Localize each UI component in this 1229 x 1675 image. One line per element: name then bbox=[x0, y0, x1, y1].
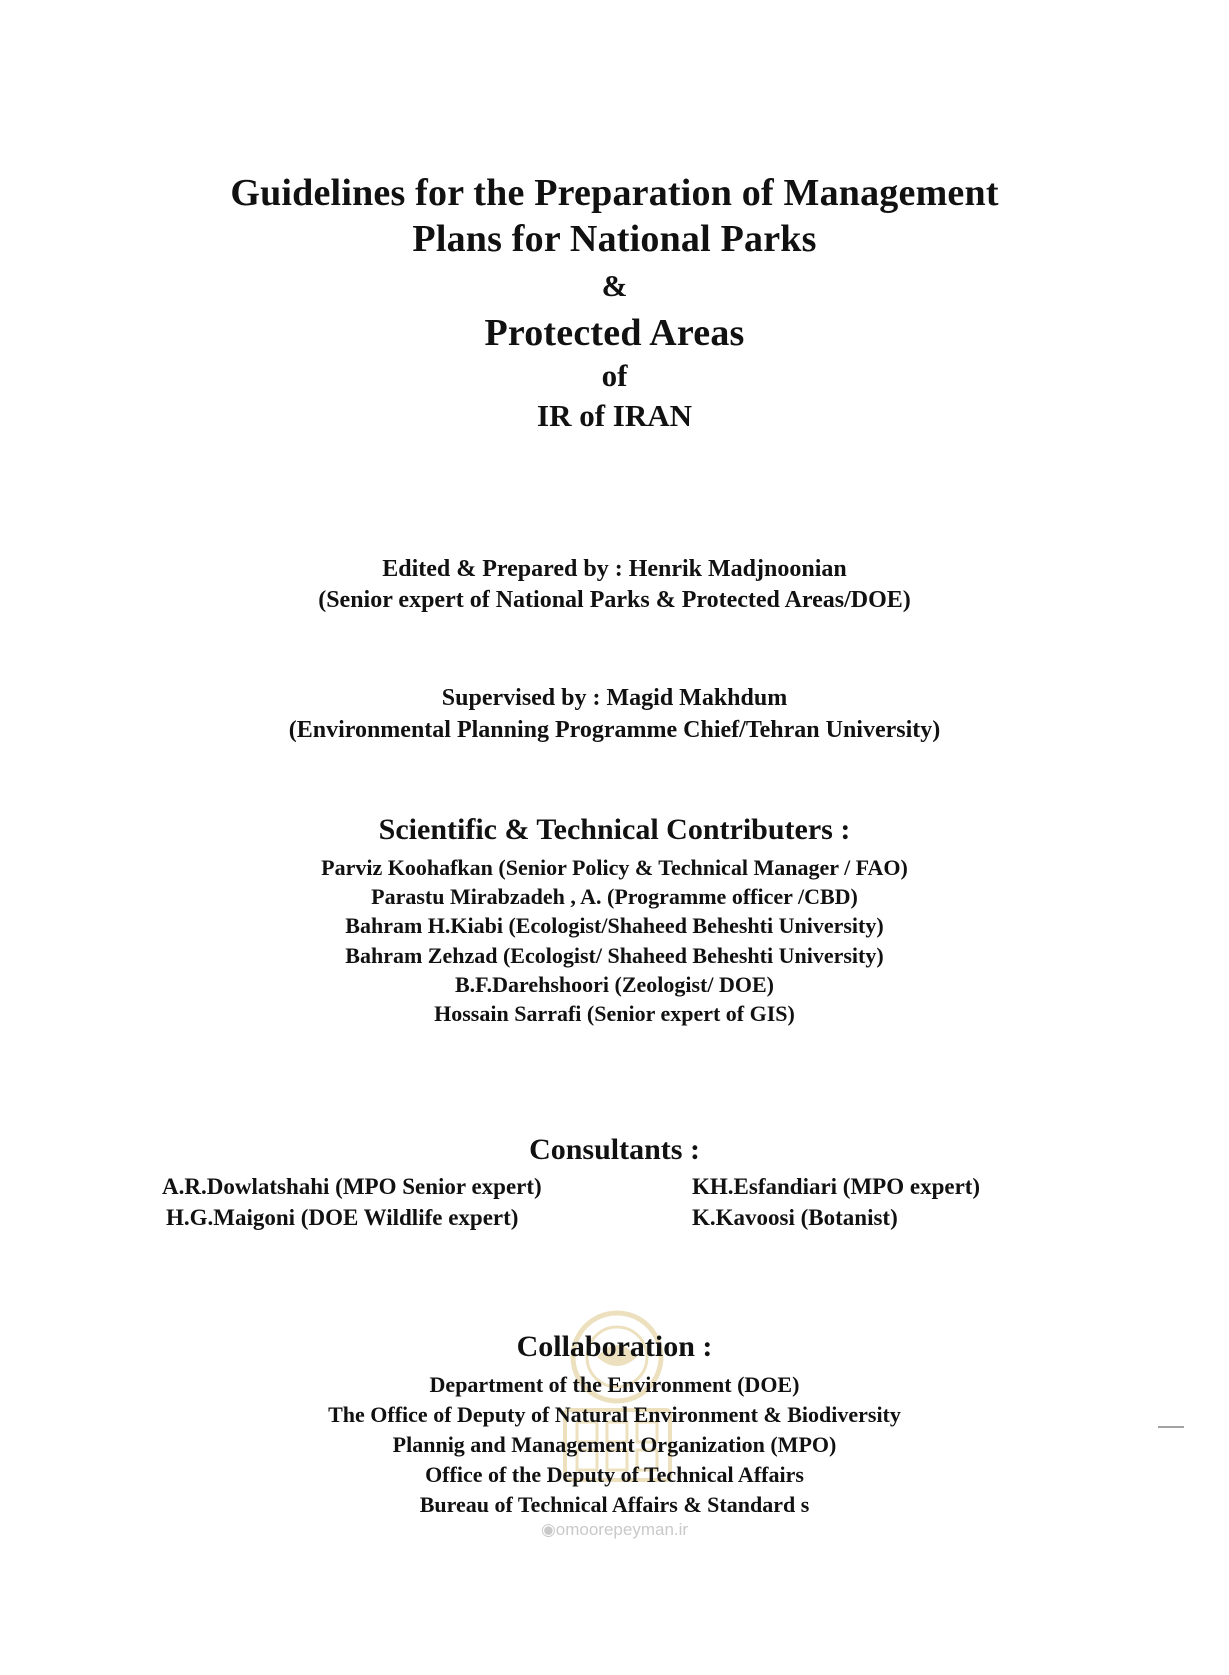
title-line-1: Guidelines for the Preparation of Management bbox=[230, 172, 999, 214]
collaboration-item: Bureau of Technical Affairs & Standard s bbox=[419, 1492, 810, 1517]
title-line-3: & bbox=[601, 268, 628, 303]
contributor-item: Parviz Koohafkan (Senior Policy & Technical Manager / FAO) bbox=[321, 855, 908, 880]
collaboration-item: The Office of Deputy of Natural Environment & Biodiversity bbox=[328, 1402, 901, 1427]
watermark-globe-icon: ◉ bbox=[540, 1520, 556, 1539]
collaboration-item: Plannig and Management Organization (MPO) bbox=[392, 1432, 837, 1457]
watermark-text bbox=[0, 1520, 1229, 1540]
contributor-item: Bahram H.Kiabi (Ecologist/Shaheed Beheshti University) bbox=[345, 913, 884, 938]
contributor-item: B.F.Darehshoori (Zeologist/ DOE) bbox=[454, 972, 774, 997]
consultant-right-2: K.Kavoosi (Botanist) bbox=[692, 1205, 898, 1230]
collaboration-item: Office of the Deputy of Technical Affairs bbox=[425, 1462, 804, 1487]
contributors-heading: Scientific & Technical Contributers : bbox=[378, 813, 851, 846]
contributor-item: Bahram Zehzad (Ecologist/ Shaheed Beheshti University) bbox=[345, 943, 884, 968]
editor-line: Edited & Prepared by : Henrik Madjnoonian bbox=[382, 556, 847, 582]
supervisor-line: Supervised by : Magid Makhdum bbox=[441, 685, 788, 711]
consultant-right-1: KH.Esfandiari (MPO expert) bbox=[692, 1174, 981, 1199]
contributor-item: Parastu Mirabzadeh , A. (Programme officer /CBD) bbox=[371, 884, 858, 909]
watermark-label: omoorepeyman.ir bbox=[555, 1520, 689, 1539]
consultants-heading: Consultants : bbox=[529, 1133, 700, 1166]
title-line-2: Plans for National Parks bbox=[412, 218, 817, 260]
consultant-left-2: H.G.Maigoni (DOE Wildlife expert) bbox=[166, 1205, 519, 1230]
title-line-6: IR of IRAN bbox=[537, 398, 692, 433]
supervisor-role: (Environmental Planning Programme Chief/Tehran University) bbox=[288, 717, 941, 743]
editor-role: (Senior expert of National Parks & Protected Areas/DOE) bbox=[318, 587, 911, 613]
title-line-4: Protected Areas bbox=[484, 312, 745, 354]
scan-mark bbox=[1158, 1426, 1184, 1428]
contributor-item: Hossain Sarrafi (Senior expert of GIS) bbox=[434, 1001, 795, 1026]
title-line-5: of bbox=[601, 358, 628, 393]
collaboration-item: Department of the Environment (DOE) bbox=[429, 1372, 800, 1397]
consultant-left-1: A.R.Dowlatshahi (MPO Senior expert) bbox=[162, 1174, 542, 1199]
collaboration-heading: Collaboration : bbox=[516, 1330, 713, 1363]
